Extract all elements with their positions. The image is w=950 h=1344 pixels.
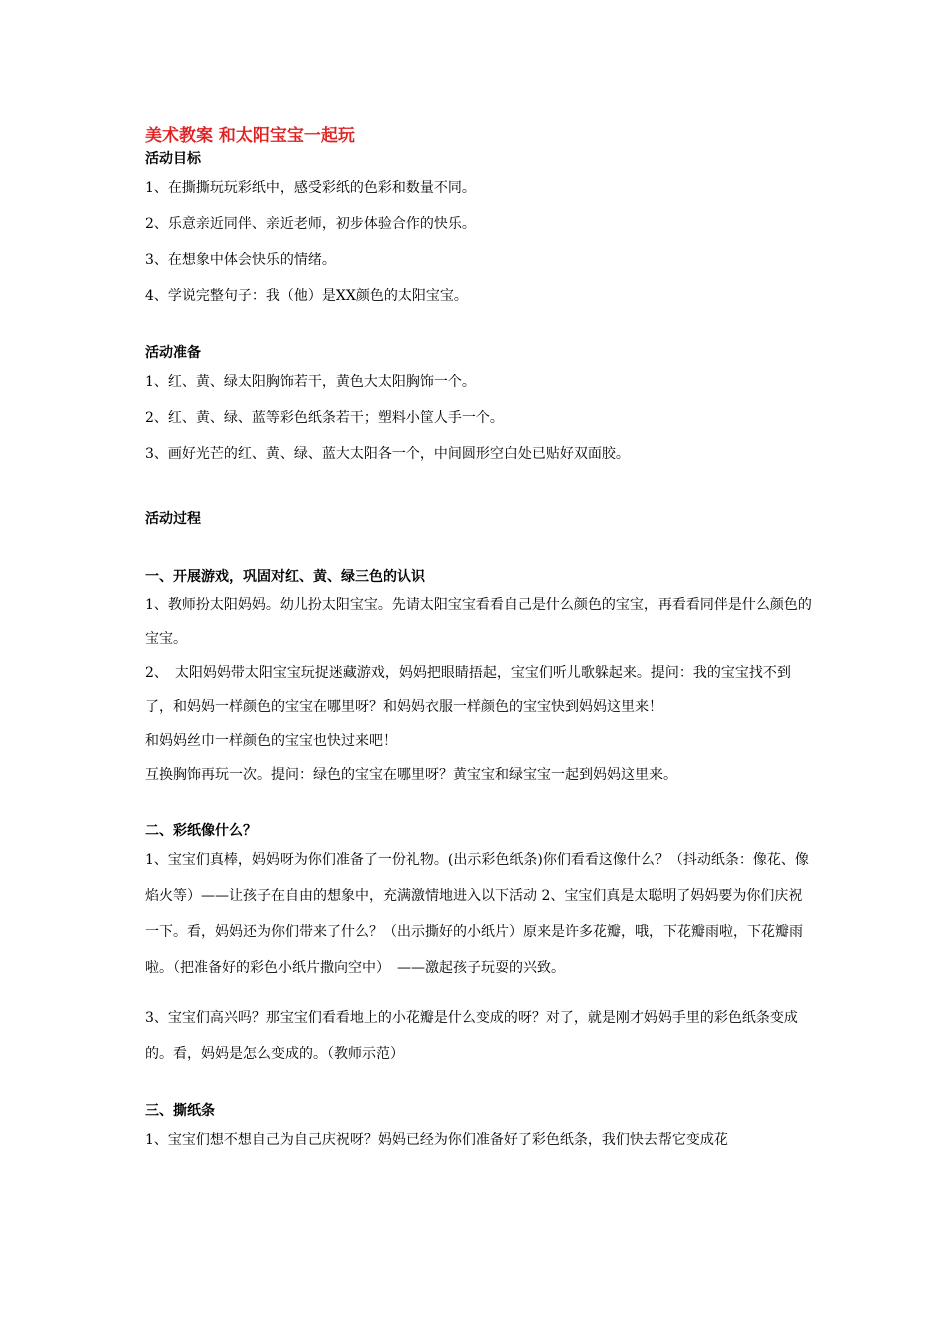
goal-item: 1、在撕撕玩玩彩纸中，感受彩纸的色彩和数量不同。 xyxy=(145,180,476,196)
section2-heading: 二、彩纸像什么？ xyxy=(145,823,257,839)
section3-paragraph: 1、宝宝们想不想自己为自己庆祝呀？妈妈已经为你们准备好了彩色纸条，我们快去帮它变成花 xyxy=(145,1132,728,1148)
prep-item: 1、红、黄、绿太阳胸饰若干，黄色大太阳胸饰一个。 xyxy=(145,374,476,390)
section3-heading: 三、撕纸条 xyxy=(145,1103,215,1119)
section1-paragraph: 互换胸饰再玩一次。提问：绿色的宝宝在哪里呀？黄宝宝和绿宝宝一起到妈妈这里来。 xyxy=(145,767,677,783)
goal-item: 3、在想象中体会快乐的情绪。 xyxy=(145,252,336,268)
section1-paragraph: 2、 太阳妈妈带太阳宝宝玩捉迷藏游戏，妈妈把眼睛捂起，宝宝们听儿歌躲起来。提问：我的宝宝找不到了，和妈妈一样颜色的宝宝在哪里呀？和妈妈衣服一样颜色的宝宝快到妈妈这里来！ xyxy=(145,665,791,715)
prep-item: 3、画好光芒的红、黄、绿、蓝大太阳各一个，中间圆形空白处已贴好双面胶。 xyxy=(145,446,630,462)
goal-item: 4、学说完整句子：我（他）是XX颜色的太阳宝宝。 xyxy=(145,288,468,304)
prep-item: 2、红、黄、绿、蓝等彩色纸条若干；塑料小筐人手一个。 xyxy=(145,410,504,426)
prep-heading: 活动准备 xyxy=(145,345,201,361)
section1-paragraph: 1、教师扮太阳妈妈。幼儿扮太阳宝宝。先请太阳宝宝看看自己是什么颜色的宝宝，再看看同伴是什么颜色的宝宝。 xyxy=(145,597,812,647)
section2-paragraph: 1、宝宝们真棒，妈妈呀为你们准备了一份礼物。(出示彩色纸条)你们看看这像什么？（抖动纸条：像花、像焰火等）——让孩子在自由的想象中，充满激情地进入以下活动 2、宝宝们真是太聪明了妈妈要为你们庆祝一下。看，妈妈还为你们带来了什么？（出示撕好的小纸片）原来是许多花瓣，哦，下花瓣雨啦，下花瓣雨啦。（把准备好的彩色小纸片撒向空中） ——激起孩子玩耍的兴致。 xyxy=(145,852,809,976)
goal-item: 2、乐意亲近同伴、亲近老师，初步体验合作的快乐。 xyxy=(145,216,476,232)
goals-heading: 活动目标 xyxy=(145,151,201,167)
section1-heading: 一、开展游戏，巩固对红、黄、绿三色的认识 xyxy=(145,569,425,585)
document-title: 美术教案 和太阳宝宝一起玩 xyxy=(145,126,355,146)
process-heading: 活动过程 xyxy=(145,511,201,527)
document-page xyxy=(145,124,815,1158)
section2-paragraph: 3、宝宝们高兴吗？那宝宝们看看地上的小花瓣是什么变成的呀？对了，就是刚才妈妈手里的彩色纸条变成的。看，妈妈是怎么变成的。（教师示范） xyxy=(145,1010,798,1062)
section1-paragraph: 和妈妈丝巾一样颜色的宝宝也快过来吧！ xyxy=(145,733,397,749)
